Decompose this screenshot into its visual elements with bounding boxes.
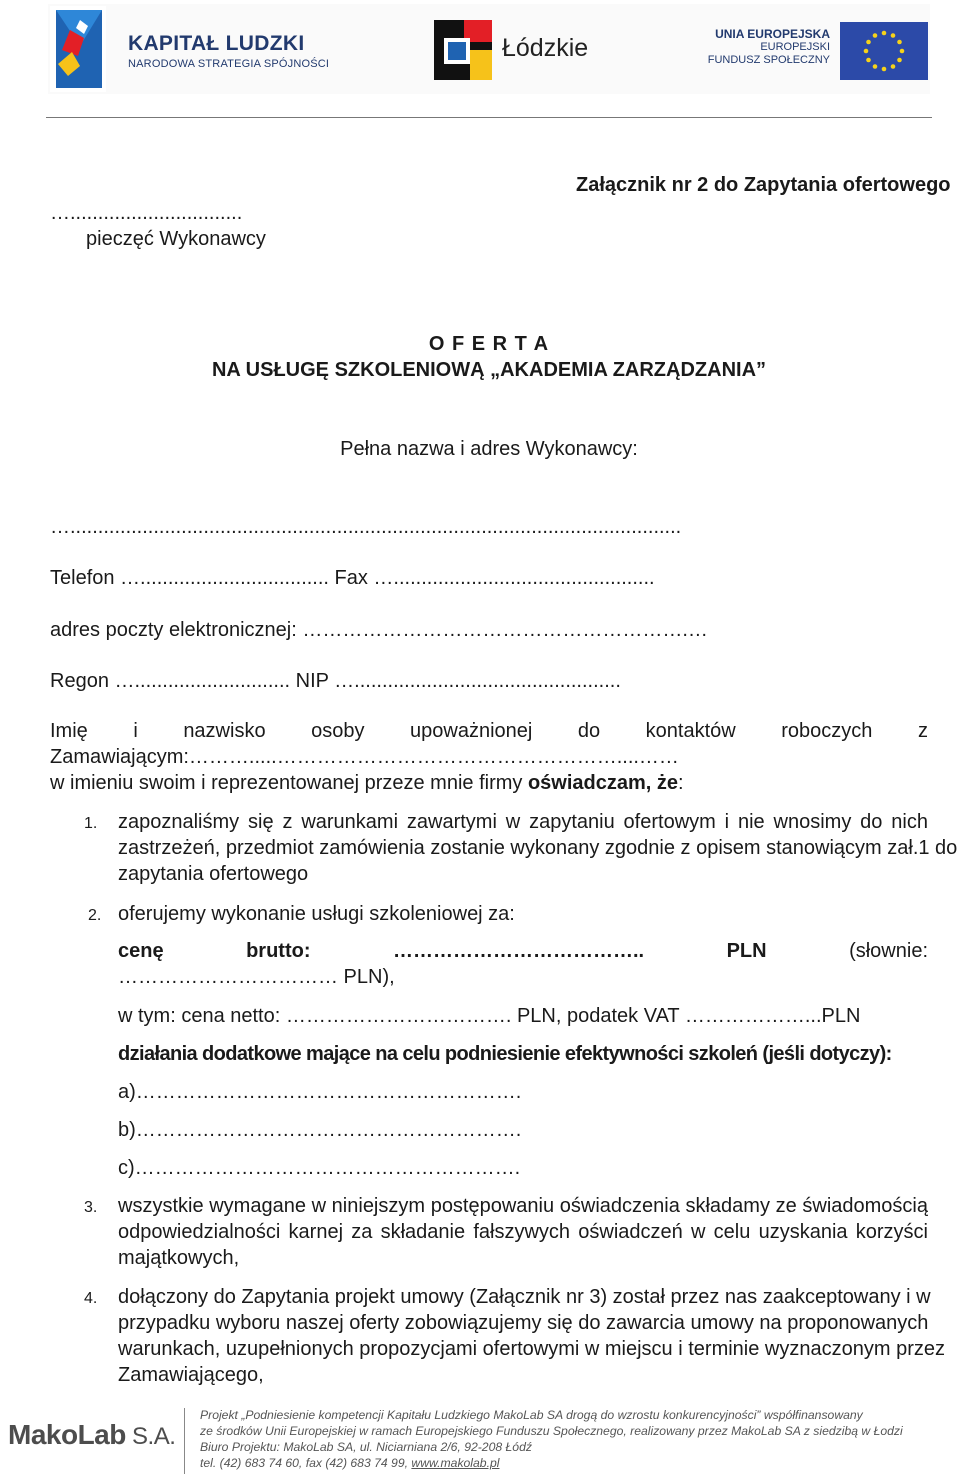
contact-word: i [133,720,138,742]
makolab-logo-suffix: S.A. [125,1423,176,1450]
item-4-line: warunkach, uzupełnionych propozycjami ofertowymi w miejscu i terminie wyznaczonym przez [118,1338,945,1360]
eu-line-2: EUROPEJSKI [760,41,830,53]
declaration-colon: : [678,772,684,794]
contact-word: z [917,720,928,742]
makolab-logo-text: MakoLab [8,1419,126,1450]
item-1-number: 1. [84,815,98,832]
lodzkie-title: Łódzkie [502,34,589,62]
footer-project-info [200,1407,956,1471]
offer-subtitle: NA USŁUGĘ SZKOLENIOWĄ „AKADEMIA ZARZĄDZANIA” [211,359,767,381]
contractor-name-field: ….............................................................................................................. [50,516,682,538]
net-price-vat-line: w tym: cena netto: ……………………………. PLN, podatek VAT ………………...PLN [118,1005,861,1027]
stamp-dots: …............................... [50,202,243,224]
contact-word: nazwisko [183,720,266,742]
declaration-emphasis: oświadczam, że [527,772,679,794]
item-4-line: przypadku wyboru naszej oferty zobowiązujemy się do zawarcia umowy na proponowanych [118,1312,929,1334]
item-1-line: zapytania ofertowego [118,863,309,885]
footer-website-link[interactable]: www.makolab.pl [411,1456,500,1470]
eu-label [690,28,830,67]
item-2-text: oferujemy wykonanie usługi szkoleniowej za: [118,903,515,925]
item-2-number: 2. [88,907,102,924]
item-3-line: odpowiedzialności karnej za składanie fałszywych oświadczeń w celu uzyskania korzyści [118,1221,928,1243]
item-1-line: zapoznaliśmy się z warunkami zawartymi w zapytaniu ofertowym i nie wnosimy do nich [118,811,928,833]
footer-line: Projekt „Podniesienie kompetencji Kapitału Ludzkiego MakoLab SA drogą do wzrostu konkurencyjności” współfinansowany [200,1408,863,1422]
item-4-number: 4. [84,1290,98,1307]
contact-word: upoważnionej [410,720,533,742]
contact-word: osoby [311,720,365,742]
item-1-line: zastrzeżeń, przedmiot zamówienia zostanie wykonany zgodnie z opisem stanowiącym zał.1 do [118,837,958,859]
eu-flag-icon [840,22,928,80]
declaration-line [50,770,684,796]
gross-price-word: cenę [118,940,164,962]
attachment-label: Załącznik nr 2 do Zapytania ofertowego [576,174,951,196]
gross-price-currency: PLN [726,940,767,962]
stamp-label: pieczęć Wykonawcy [86,228,266,250]
eu-line-3: FUNDUSZ SPOŁECZNY [707,54,830,66]
footer-contact: tel. (42) 683 74 60, fax (42) 683 74 99, [200,1456,412,1470]
lodzkie-logo-icon [434,20,492,80]
kapital-ludzki-title: KAPITAŁ LUDZKI [128,32,305,55]
gross-price-words-label: (słownie: [849,940,928,962]
footer-line: Biuro Projektu: MakoLab SA, ul. Niciarniana 2/6, 92-208 Łódź [200,1440,532,1454]
contact-word: roboczych [781,720,873,742]
regon-nip-field: Regon …............................ NIP …................................................ [50,670,621,692]
contractor-name-label: Pełna nazwa i adres Wykonawcy: [340,438,638,460]
contact-word: kontaktów [645,720,736,742]
item-3-line: majątkowych, [118,1247,240,1269]
kapital-ludzki-logo-icon [50,6,106,92]
gross-price-line [118,938,928,964]
footer-divider [184,1408,185,1474]
contact-person-line [50,718,928,744]
contact-word: Imię [50,720,88,742]
eu-line-1: UNIA EUROPEJSKA [715,27,830,41]
item-3-number: 3. [84,1199,98,1216]
footer-line: ze środków Unii Europejskiej w ramach Europejskiego Funduszu Społecznego, realizowany przez MakoLab SA z siedzibą w Łodzi [200,1424,903,1438]
item-3-line: wszystkie wymagane w niniejszym postępowaniu oświadczenia składamy ze świadomością [118,1195,928,1217]
contact-person-field: Zamawiającym:……….....……………………………………………....…… [50,746,679,768]
phone-fax-field: Telefon ….................................. Fax …............................................... [50,567,655,589]
email-field: adres poczty elektronicznej: ………………………………………………….… [50,619,708,641]
item-4-line: Zamawiającego, [118,1364,264,1386]
item-4-line: dołączony do Zapytania projekt umowy (Załącznik nr 3) został przez nas zaakceptowany i w [118,1286,931,1308]
extra-action-field: c)…………………………………………………. [118,1157,521,1179]
makolab-logo [8,1419,175,1451]
extra-action-field: a)…………………………………………………. [118,1081,522,1103]
extra-action-field: b)…………………………………………………. [118,1119,522,1141]
gross-price-words-field: …………………………… PLN), [118,966,395,988]
gross-price-word: brutto: [246,940,311,962]
offer-title: O F E R T A [428,333,550,355]
declaration-text: w imieniu swoim i reprezentowanej przeze mnie firmy [50,772,528,794]
footer-line [200,1455,956,1471]
kapital-ludzki-subtitle: NARODOWA STRATEGIA SPÓJNOŚCI [128,58,330,70]
header-divider [46,117,932,118]
extra-actions-label: działania dodatkowe mające na celu podniesienie efektywności szkoleń (jeśli dotyczy): [118,1043,892,1065]
gross-price-field: ……………………………….. [392,940,645,962]
contact-word: do [577,720,601,742]
